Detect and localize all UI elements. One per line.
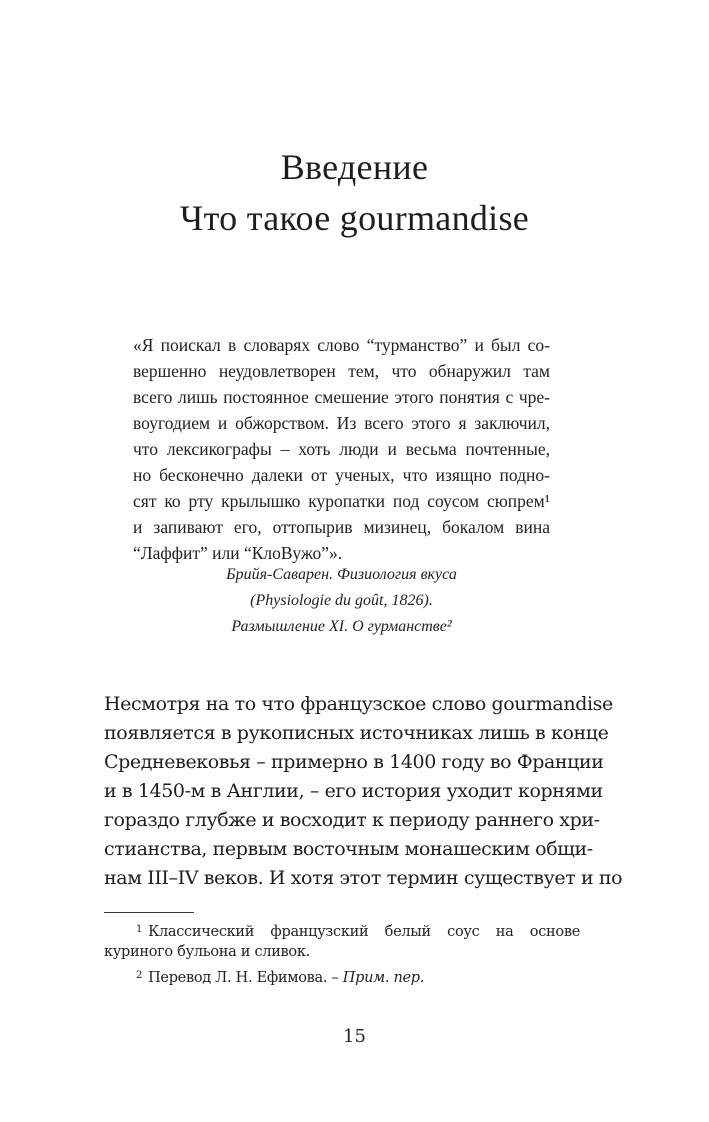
- body-paragraph: [104, 690, 623, 893]
- epigraph-line: что лексикографы – хоть люди и весьма почтенные,: [133, 439, 550, 459]
- epigraph-line: и запивают его, оттопырив мизинец, бокалом вина: [133, 517, 550, 537]
- epigraph-line: всего лишь постоянное смешение этого понятия с чре-: [133, 387, 550, 407]
- footnote-mark: 1: [136, 924, 143, 935]
- chapter-title: Введение: [280, 147, 429, 187]
- footnotes: [104, 918, 580, 987]
- epigraph-line: вершенно неудовлетворен тем, что обнаружил там: [133, 361, 550, 381]
- epigraph-attribution: [133, 562, 550, 640]
- footnote-2: [104, 964, 580, 987]
- attribution-line: Размышление XI. О гурманстве²: [231, 618, 452, 635]
- translator-note: Прим. пер.: [342, 970, 425, 986]
- epigraph-line: но бесконечно далеки от ученых, что изящно подно-: [133, 465, 550, 485]
- footnote-1: [104, 918, 580, 941]
- attribution-line: Брийя-Саварен. Физиология вкуса: [226, 566, 457, 583]
- footnote-1-continuation: куриного бульона и сливок.: [104, 944, 310, 960]
- body-line: появляется в рукописных источниках лишь в конце: [104, 722, 609, 744]
- body-line: нам III–IV веков. И хотя этот термин существует и по: [104, 867, 623, 889]
- epigraph-quote: [133, 332, 550, 566]
- epigraph-line: “Лаффит” или “КлоВужо”».: [133, 543, 343, 563]
- body-line: Несмотря на то что французское слово gourmandise: [104, 693, 613, 715]
- footnote-mark: 2: [136, 970, 143, 981]
- footnote-text: Классический французский белый соус на основе: [148, 924, 580, 940]
- footnote-divider: [104, 912, 194, 913]
- attribution-line: (Physiologie du goût, 1826).: [250, 592, 433, 609]
- body-line: стианства, первым восточным монашеским общи-: [104, 838, 593, 860]
- footnote-text: Перевод Л. Н. Ефимова. –: [148, 970, 339, 986]
- body-line: и в 1450-м в Англии, – его история уходит корнями: [104, 780, 603, 802]
- page-number: 15: [343, 1026, 366, 1047]
- epigraph-line: воугодием и обжорством. Из всего этого я заключил,: [133, 413, 550, 433]
- epigraph-line: сят ко рту крылышко куропатки под соусом сюпрем¹: [133, 491, 550, 511]
- chapter-subtitle: Что такое gourmandise: [179, 198, 530, 238]
- body-line: Средневековья – примерно в 1400 году во Франции: [104, 751, 604, 773]
- body-line: гораздо глубже и восходит к периоду раннего хри-: [104, 809, 600, 831]
- epigraph-line: «Я поискал в словарях слово “турманство” и был со-: [133, 335, 550, 355]
